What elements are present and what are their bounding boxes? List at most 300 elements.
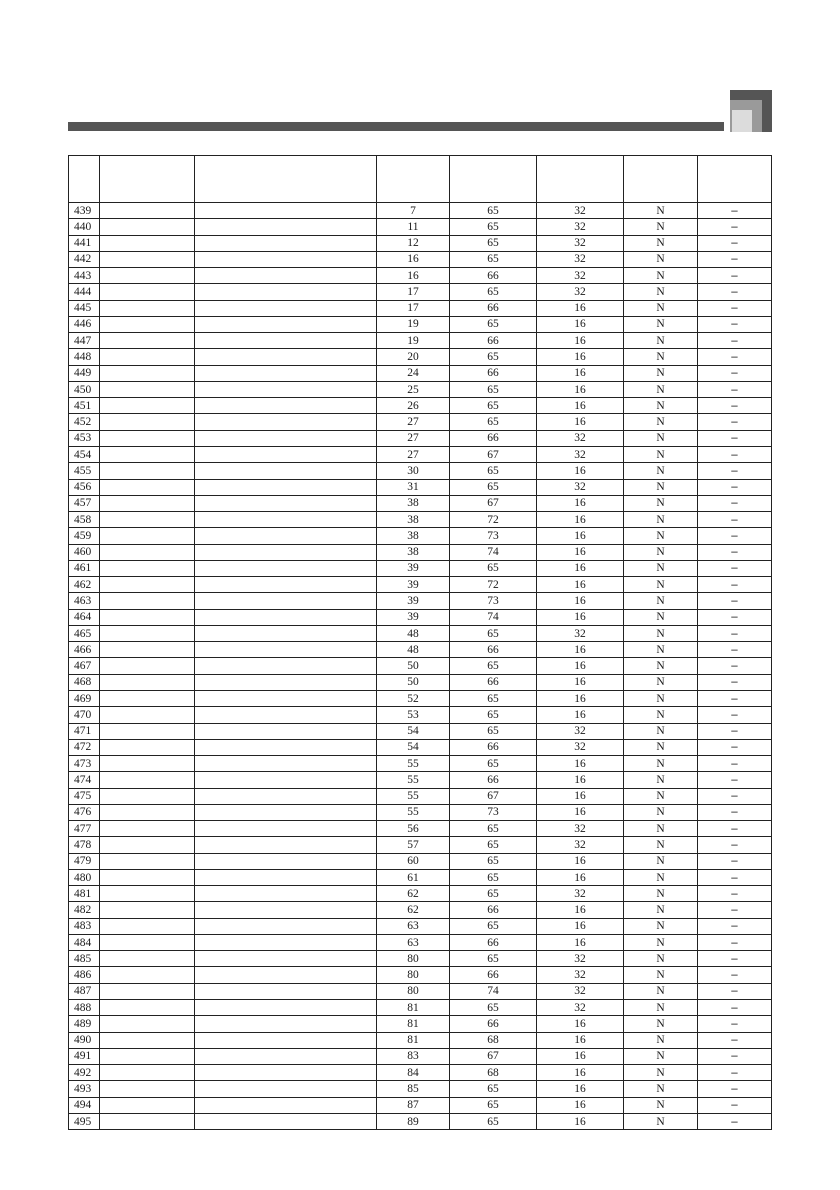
- cell-col4: 39: [377, 560, 450, 576]
- cell-col8: –: [698, 544, 772, 560]
- cell-col6: 16: [537, 560, 624, 576]
- cell-col8: –: [698, 381, 772, 397]
- table-row: [69, 463, 772, 479]
- cell-col3: [195, 495, 377, 511]
- cell-col4: 81: [377, 1016, 450, 1032]
- cell-col2: [100, 463, 195, 479]
- cell-col7: N: [624, 1048, 698, 1064]
- cell-col4: 11: [377, 219, 450, 235]
- table-row: [69, 316, 772, 332]
- table-row: [69, 658, 772, 674]
- corner-square-light: [732, 110, 752, 132]
- cell-col3: [195, 365, 377, 381]
- table-row: [69, 414, 772, 430]
- cell-col6: 16: [537, 1032, 624, 1048]
- cell-col4: 16: [377, 251, 450, 267]
- cell-col8: –: [698, 707, 772, 723]
- cell-col5: 65: [450, 1000, 537, 1016]
- cell-col3: [195, 219, 377, 235]
- cell-col2: [100, 251, 195, 267]
- cell-col5: 66: [450, 739, 537, 755]
- cell-col6: 16: [537, 690, 624, 706]
- table-row: [69, 625, 772, 641]
- cell-col8: –: [698, 1065, 772, 1081]
- cell-col8: –: [698, 203, 772, 219]
- cell-no: 459: [69, 528, 100, 544]
- cell-no: 439: [69, 203, 100, 219]
- cell-col8: –: [698, 365, 772, 381]
- cell-col7: N: [624, 365, 698, 381]
- cell-col3: [195, 869, 377, 885]
- cell-col2: [100, 495, 195, 511]
- cell-col6: 16: [537, 544, 624, 560]
- cell-col2: [100, 772, 195, 788]
- cell-col7: N: [624, 463, 698, 479]
- cell-col3: [195, 1016, 377, 1032]
- cell-col2: [100, 658, 195, 674]
- cell-col3: [195, 203, 377, 219]
- cell-col8: –: [698, 934, 772, 950]
- table-row: [69, 772, 772, 788]
- cell-col2: [100, 1032, 195, 1048]
- cell-col7: N: [624, 723, 698, 739]
- cell-col8: –: [698, 804, 772, 820]
- cell-no: 445: [69, 300, 100, 316]
- cell-col6: 16: [537, 316, 624, 332]
- cell-no: 467: [69, 658, 100, 674]
- cell-col4: 55: [377, 756, 450, 772]
- cell-col3: [195, 284, 377, 300]
- cell-col4: 55: [377, 772, 450, 788]
- cell-col2: [100, 544, 195, 560]
- table-row: [69, 398, 772, 414]
- cell-col6: 32: [537, 625, 624, 641]
- cell-no: 477: [69, 821, 100, 837]
- header-cell-col4: [377, 156, 450, 203]
- cell-no: 461: [69, 560, 100, 576]
- cell-col2: [100, 1097, 195, 1113]
- cell-col3: [195, 1048, 377, 1064]
- header-bar: [68, 122, 724, 131]
- table-row: [69, 934, 772, 950]
- cell-col6: 16: [537, 463, 624, 479]
- table-row: [69, 690, 772, 706]
- cell-col4: 80: [377, 967, 450, 983]
- table-row: [69, 349, 772, 365]
- table-row: [69, 804, 772, 820]
- cell-col2: [100, 398, 195, 414]
- table-row: [69, 284, 772, 300]
- cell-col7: N: [624, 951, 698, 967]
- table-row: [69, 235, 772, 251]
- cell-col3: [195, 788, 377, 804]
- cell-col3: [195, 268, 377, 284]
- cell-col8: –: [698, 251, 772, 267]
- cell-col2: [100, 983, 195, 999]
- cell-col2: [100, 235, 195, 251]
- cell-col8: –: [698, 333, 772, 349]
- cell-col2: [100, 625, 195, 641]
- data-table: [68, 155, 772, 1130]
- cell-col4: 38: [377, 495, 450, 511]
- cell-col6: 16: [537, 512, 624, 528]
- cell-col4: 60: [377, 853, 450, 869]
- cell-col3: [195, 333, 377, 349]
- cell-col4: 81: [377, 1032, 450, 1048]
- cell-col6: 16: [537, 398, 624, 414]
- cell-col7: N: [624, 821, 698, 837]
- cell-no: 494: [69, 1097, 100, 1113]
- cell-col2: [100, 512, 195, 528]
- table-row: [69, 1065, 772, 1081]
- cell-no: 441: [69, 235, 100, 251]
- cell-col7: N: [624, 1065, 698, 1081]
- cell-col5: 74: [450, 609, 537, 625]
- cell-col2: [100, 333, 195, 349]
- cell-col6: 16: [537, 381, 624, 397]
- cell-col6: 16: [537, 609, 624, 625]
- cell-col5: 66: [450, 365, 537, 381]
- cell-no: 466: [69, 642, 100, 658]
- cell-col3: [195, 837, 377, 853]
- cell-no: 484: [69, 934, 100, 950]
- cell-col7: N: [624, 837, 698, 853]
- cell-col5: 65: [450, 560, 537, 576]
- cell-col5: 66: [450, 1016, 537, 1032]
- cell-col3: [195, 593, 377, 609]
- cell-col4: 38: [377, 512, 450, 528]
- cell-col7: N: [624, 577, 698, 593]
- cell-no: 489: [69, 1016, 100, 1032]
- cell-no: 493: [69, 1081, 100, 1097]
- cell-no: 456: [69, 479, 100, 495]
- cell-col8: –: [698, 1081, 772, 1097]
- table-row: [69, 918, 772, 934]
- corner-tab-mark: [730, 90, 772, 132]
- cell-col7: N: [624, 316, 698, 332]
- cell-col4: 57: [377, 837, 450, 853]
- cell-col7: N: [624, 983, 698, 999]
- table-row: [69, 739, 772, 755]
- cell-no: 457: [69, 495, 100, 511]
- cell-col6: 32: [537, 430, 624, 446]
- cell-col7: N: [624, 414, 698, 430]
- cell-col8: –: [698, 609, 772, 625]
- cell-col3: [195, 739, 377, 755]
- table-row: [69, 983, 772, 999]
- cell-col6: 32: [537, 479, 624, 495]
- cell-col7: N: [624, 756, 698, 772]
- cell-no: 455: [69, 463, 100, 479]
- cell-col6: 32: [537, 268, 624, 284]
- cell-col7: N: [624, 869, 698, 885]
- cell-col5: 66: [450, 967, 537, 983]
- cell-col5: 65: [450, 203, 537, 219]
- table-row: [69, 756, 772, 772]
- cell-col7: N: [624, 609, 698, 625]
- cell-col7: N: [624, 674, 698, 690]
- cell-no: 495: [69, 1113, 100, 1129]
- table-row: [69, 300, 772, 316]
- cell-col4: 24: [377, 365, 450, 381]
- cell-col7: N: [624, 886, 698, 902]
- cell-col5: 66: [450, 934, 537, 950]
- cell-col4: 25: [377, 381, 450, 397]
- cell-col2: [100, 1065, 195, 1081]
- cell-col3: [195, 560, 377, 576]
- cell-col6: 16: [537, 495, 624, 511]
- cell-col2: [100, 723, 195, 739]
- cell-col4: 12: [377, 235, 450, 251]
- table-row: [69, 512, 772, 528]
- cell-col5: 66: [450, 772, 537, 788]
- cell-col5: 74: [450, 544, 537, 560]
- cell-no: 468: [69, 674, 100, 690]
- cell-col5: 65: [450, 414, 537, 430]
- cell-no: 447: [69, 333, 100, 349]
- table-row: [69, 1081, 772, 1097]
- cell-col8: –: [698, 886, 772, 902]
- cell-col2: [100, 219, 195, 235]
- cell-col8: –: [698, 788, 772, 804]
- cell-col8: –: [698, 674, 772, 690]
- cell-col6: 32: [537, 951, 624, 967]
- cell-col6: 32: [537, 203, 624, 219]
- cell-col5: 73: [450, 804, 537, 820]
- table-row: [69, 544, 772, 560]
- cell-col3: [195, 1097, 377, 1113]
- cell-col4: 89: [377, 1113, 450, 1129]
- cell-col4: 48: [377, 642, 450, 658]
- cell-col5: 72: [450, 577, 537, 593]
- cell-col4: 61: [377, 869, 450, 885]
- cell-no: 463: [69, 593, 100, 609]
- cell-col7: N: [624, 707, 698, 723]
- cell-col8: –: [698, 1000, 772, 1016]
- cell-col5: 65: [450, 463, 537, 479]
- cell-col2: [100, 707, 195, 723]
- cell-col6: 16: [537, 756, 624, 772]
- cell-no: 482: [69, 902, 100, 918]
- cell-col6: 16: [537, 365, 624, 381]
- table-row: [69, 886, 772, 902]
- cell-col3: [195, 577, 377, 593]
- cell-col6: 32: [537, 446, 624, 462]
- cell-col4: 17: [377, 284, 450, 300]
- cell-col7: N: [624, 1000, 698, 1016]
- table-row: [69, 1048, 772, 1064]
- cell-col3: [195, 642, 377, 658]
- cell-col5: 65: [450, 316, 537, 332]
- cell-col2: [100, 560, 195, 576]
- table-row: [69, 479, 772, 495]
- cell-col5: 65: [450, 1097, 537, 1113]
- cell-col5: 68: [450, 1065, 537, 1081]
- cell-col4: 26: [377, 398, 450, 414]
- cell-col2: [100, 284, 195, 300]
- cell-col7: N: [624, 967, 698, 983]
- cell-col2: [100, 1016, 195, 1032]
- cell-col8: –: [698, 642, 772, 658]
- cell-col8: –: [698, 1097, 772, 1113]
- cell-col7: N: [624, 528, 698, 544]
- table-row: [69, 203, 772, 219]
- header-cell-col3: [195, 156, 377, 203]
- cell-col6: 32: [537, 967, 624, 983]
- cell-no: 454: [69, 446, 100, 462]
- header-cell-col8: [698, 156, 772, 203]
- cell-col4: 50: [377, 674, 450, 690]
- cell-col2: [100, 365, 195, 381]
- cell-no: 475: [69, 788, 100, 804]
- cell-col6: 16: [537, 1097, 624, 1113]
- table-row: [69, 1113, 772, 1129]
- cell-col2: [100, 430, 195, 446]
- table-row: [69, 869, 772, 885]
- cell-col5: 66: [450, 902, 537, 918]
- cell-col7: N: [624, 853, 698, 869]
- cell-col8: –: [698, 414, 772, 430]
- cell-col5: 65: [450, 658, 537, 674]
- table-row: [69, 951, 772, 967]
- cell-col5: 65: [450, 479, 537, 495]
- cell-col5: 65: [450, 251, 537, 267]
- cell-col6: 16: [537, 934, 624, 950]
- cell-col4: 39: [377, 577, 450, 593]
- cell-col4: 56: [377, 821, 450, 837]
- cell-no: 442: [69, 251, 100, 267]
- cell-col5: 65: [450, 869, 537, 885]
- cell-col7: N: [624, 284, 698, 300]
- cell-col6: 16: [537, 577, 624, 593]
- cell-no: 478: [69, 837, 100, 853]
- cell-no: 464: [69, 609, 100, 625]
- cell-col5: 65: [450, 707, 537, 723]
- cell-col4: 19: [377, 316, 450, 332]
- cell-col8: –: [698, 739, 772, 755]
- cell-col3: [195, 1032, 377, 1048]
- cell-col7: N: [624, 560, 698, 576]
- cell-col8: –: [698, 902, 772, 918]
- cell-col7: N: [624, 381, 698, 397]
- cell-no: 492: [69, 1065, 100, 1081]
- cell-col8: –: [698, 983, 772, 999]
- cell-col4: 53: [377, 707, 450, 723]
- cell-col3: [195, 446, 377, 462]
- cell-col3: [195, 381, 377, 397]
- cell-col5: 66: [450, 300, 537, 316]
- cell-col2: [100, 414, 195, 430]
- cell-col5: 72: [450, 512, 537, 528]
- cell-col7: N: [624, 1097, 698, 1113]
- cell-col8: –: [698, 446, 772, 462]
- cell-col2: [100, 1081, 195, 1097]
- cell-col5: 68: [450, 1032, 537, 1048]
- cell-no: 479: [69, 853, 100, 869]
- cell-col7: N: [624, 203, 698, 219]
- cell-col7: N: [624, 1113, 698, 1129]
- cell-col5: 66: [450, 333, 537, 349]
- table-row: [69, 251, 772, 267]
- cell-no: 480: [69, 869, 100, 885]
- cell-col2: [100, 1113, 195, 1129]
- cell-col3: [195, 479, 377, 495]
- table-row: [69, 446, 772, 462]
- cell-col7: N: [624, 739, 698, 755]
- cell-col3: [195, 918, 377, 934]
- cell-col6: 32: [537, 284, 624, 300]
- cell-col4: 62: [377, 902, 450, 918]
- cell-col8: –: [698, 593, 772, 609]
- header-cell-col6: [537, 156, 624, 203]
- cell-col2: [100, 918, 195, 934]
- cell-col3: [195, 1065, 377, 1081]
- cell-col6: 32: [537, 886, 624, 902]
- cell-col3: [195, 756, 377, 772]
- table-row: [69, 430, 772, 446]
- cell-col5: 65: [450, 821, 537, 837]
- cell-col3: [195, 772, 377, 788]
- cell-col2: [100, 902, 195, 918]
- cell-col8: –: [698, 690, 772, 706]
- cell-col5: 67: [450, 495, 537, 511]
- cell-col5: 74: [450, 983, 537, 999]
- table-row: [69, 1032, 772, 1048]
- cell-col3: [195, 804, 377, 820]
- cell-col7: N: [624, 690, 698, 706]
- cell-col2: [100, 528, 195, 544]
- cell-col2: [100, 934, 195, 950]
- table-row: [69, 560, 772, 576]
- cell-col3: [195, 251, 377, 267]
- cell-no: 483: [69, 918, 100, 934]
- cell-col6: 16: [537, 804, 624, 820]
- cell-col6: 32: [537, 1000, 624, 1016]
- cell-col4: 55: [377, 788, 450, 804]
- cell-col8: –: [698, 1016, 772, 1032]
- cell-col6: 16: [537, 1048, 624, 1064]
- cell-col2: [100, 203, 195, 219]
- cell-col5: 65: [450, 853, 537, 869]
- cell-col5: 65: [450, 837, 537, 853]
- cell-no: 470: [69, 707, 100, 723]
- cell-col6: 16: [537, 642, 624, 658]
- cell-col4: 83: [377, 1048, 450, 1064]
- cell-col3: [195, 463, 377, 479]
- cell-col2: [100, 1000, 195, 1016]
- cell-col6: 32: [537, 723, 624, 739]
- cell-no: 490: [69, 1032, 100, 1048]
- cell-col4: 27: [377, 414, 450, 430]
- cell-col3: [195, 300, 377, 316]
- table-row: [69, 853, 772, 869]
- cell-col2: [100, 886, 195, 902]
- cell-col2: [100, 316, 195, 332]
- table-row: [69, 219, 772, 235]
- cell-col6: 16: [537, 333, 624, 349]
- cell-col5: 65: [450, 1113, 537, 1129]
- cell-no: 487: [69, 983, 100, 999]
- cell-col3: [195, 821, 377, 837]
- cell-col5: 66: [450, 642, 537, 658]
- cell-no: 469: [69, 690, 100, 706]
- cell-col2: [100, 446, 195, 462]
- cell-no: 453: [69, 430, 100, 446]
- cell-col8: –: [698, 560, 772, 576]
- cell-col6: 16: [537, 528, 624, 544]
- cell-col8: –: [698, 316, 772, 332]
- table-body: [69, 203, 772, 1130]
